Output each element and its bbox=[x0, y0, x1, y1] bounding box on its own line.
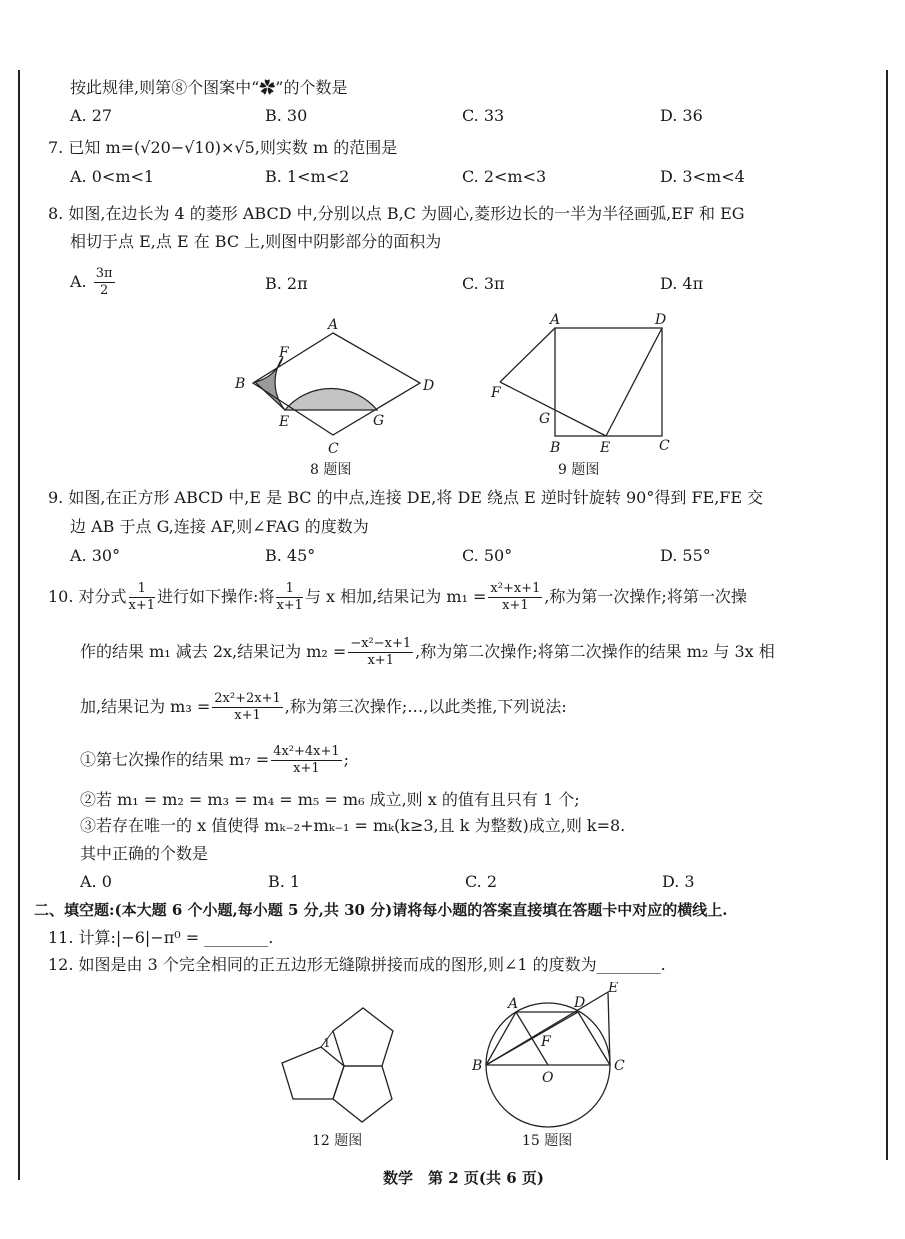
fig9-label-a: A bbox=[550, 312, 561, 328]
q10-frac-5-num: 2x²+2x+1 bbox=[214, 691, 281, 706]
q10-line3 bbox=[80, 685, 567, 729]
fig8-label-a: A bbox=[328, 317, 339, 333]
fig15-label-c: C bbox=[614, 1058, 625, 1074]
q10-text-1c: 与 x 相加,结果记为 m₁ = bbox=[304, 587, 487, 606]
figure-12-pentagons bbox=[275, 995, 435, 1130]
fig9-label-b: B bbox=[550, 440, 561, 456]
q10-text-s1b: ; bbox=[343, 750, 350, 769]
q10-text-3b: ,称为第三次操作;…,以此类推,下列说法: bbox=[284, 697, 567, 716]
q10-frac-6 bbox=[271, 744, 341, 777]
fig9-label-c: C bbox=[659, 438, 670, 454]
fig12-caption: 12 题图 bbox=[312, 1133, 363, 1149]
fig9-label-f: F bbox=[491, 385, 501, 401]
q7-option-b: B. 1<m<2 bbox=[265, 167, 350, 186]
q8-line2: 相切于点 E,点 E 在 BC 上,则图中阴影部分的面积为 bbox=[70, 232, 442, 251]
q10-line2 bbox=[80, 630, 775, 674]
q8-line1: 8. 如图,在边长为 4 的菱形 ABCD 中,分别以点 B,C 为圆心,菱形边长的一半为半径画弧,EF 和 EG bbox=[48, 204, 745, 223]
fig9-caption: 9 题图 bbox=[558, 462, 600, 478]
section-2-heading: 二、填空题:(本大题 6 个小题,每小题 5 分,共 30 分)请将每小题的答案直接填在答题卡中对应的横线上. bbox=[34, 901, 728, 919]
q7-option-a: A. 0<m<1 bbox=[70, 167, 155, 186]
fig15-caption: 15 题图 bbox=[522, 1133, 573, 1149]
q10-frac-3-den: x+1 bbox=[502, 598, 529, 613]
figure-9-square bbox=[488, 310, 688, 460]
fig15-label-f: F bbox=[541, 1034, 551, 1050]
q10-frac-4 bbox=[348, 636, 413, 669]
fig8-caption: 8 题图 bbox=[310, 462, 352, 478]
q6-stem: 按此规律,则第⑧个图案中“✿”的个数是 bbox=[70, 78, 348, 97]
page-footer: 数学 第 2 页(共 6 页) bbox=[383, 1169, 544, 1187]
q8-option-a-num: 3π bbox=[95, 266, 113, 281]
q10-text-1a: 10. 对分式 bbox=[48, 587, 127, 606]
fig15-label-e: E bbox=[608, 982, 619, 996]
q8-option-b: B. 2π bbox=[265, 274, 308, 293]
fig9-label-e: E bbox=[600, 440, 611, 456]
q10-frac-4-num: −x²−x+1 bbox=[350, 636, 412, 651]
q8-option-c: C. 3π bbox=[462, 274, 505, 293]
q10-option-c: C. 2 bbox=[465, 872, 498, 891]
q10-frac-2-num: 1 bbox=[276, 581, 303, 598]
fig8-label-f: F bbox=[279, 345, 289, 361]
q10-statement-2: ②若 m₁ = m₂ = m₃ = m₄ = m₅ = m₆ 成立,则 x 的值有且只有 1 个; bbox=[80, 790, 580, 809]
q10-frac-5 bbox=[212, 691, 282, 724]
q9-line2: 边 AB 于点 G,连接 AF,则∠FAG 的度数为 bbox=[70, 517, 369, 536]
q10-frac-4-den: x+1 bbox=[367, 653, 394, 668]
q10-frac-1 bbox=[129, 581, 156, 614]
figure-15-circle bbox=[468, 982, 648, 1132]
q10-option-b: B. 1 bbox=[268, 872, 301, 891]
left-margin-line bbox=[18, 70, 20, 1180]
q8-option-a-den: 2 bbox=[100, 283, 109, 298]
fig12-angle-label: 1 bbox=[323, 1036, 331, 1050]
q10-line1 bbox=[48, 575, 747, 619]
q10-statement-1 bbox=[80, 738, 349, 782]
q9-line1: 9. 如图,在正方形 ABCD 中,E 是 BC 的中点,连接 DE,将 DE 绕点 E 逆时针旋转 90°得到 FE,FE 交 bbox=[48, 488, 764, 507]
fig9-label-d: D bbox=[655, 312, 667, 328]
fig8-label-d: D bbox=[423, 378, 435, 394]
fig8-label-c: C bbox=[328, 441, 339, 457]
q10-question: 其中正确的个数是 bbox=[80, 844, 209, 863]
q10-option-a: A. 0 bbox=[80, 872, 112, 891]
q7-option-d: D. 3<m<4 bbox=[660, 167, 745, 186]
fig8-label-b: B bbox=[235, 376, 246, 392]
q10-text-s1a: ①第七次操作的结果 m₇ = bbox=[80, 750, 270, 769]
q8-option-a bbox=[70, 262, 117, 302]
q9-option-d: D. 55° bbox=[660, 546, 711, 565]
fig8-label-e: E bbox=[279, 414, 290, 430]
q7-stem: 7. 已知 m=(√20−√10)×√5,则实数 m 的范围是 bbox=[48, 138, 398, 157]
q10-statement-3: ③若存在唯一的 x 值使得 mₖ₋₂+mₖ₋₁ = mₖ(k≥3,且 k 为整数)成立,则 k=8. bbox=[80, 816, 626, 835]
q8-option-d: D. 4π bbox=[660, 274, 704, 293]
q10-frac-5-den: x+1 bbox=[234, 708, 261, 723]
figure-8-rhombus bbox=[225, 315, 445, 465]
q12: 12. 如图是由 3 个完全相同的正五边形无缝隙拼接而成的图形,则∠1 的度数为________. bbox=[48, 955, 666, 974]
q10-text-2a: 作的结果 m₁ 减去 2x,结果记为 m₂ = bbox=[80, 642, 347, 661]
q10-text-1b: 进行如下操作:将 bbox=[157, 587, 275, 606]
fig15-label-o: O bbox=[542, 1070, 554, 1086]
right-margin-line bbox=[886, 70, 888, 1160]
q10-text-2b: ,称为第二次操作;将第二次操作的结果 m₂ 与 3x 相 bbox=[415, 642, 775, 661]
q9-option-b: B. 45° bbox=[265, 546, 316, 565]
q6-option-d: D. 36 bbox=[660, 106, 703, 125]
q10-frac-2 bbox=[276, 581, 303, 614]
q6-option-b: B. 30 bbox=[265, 106, 308, 125]
q10-text-1d: ,称为第一次操作;将第一次操 bbox=[544, 587, 747, 606]
q10-frac-2-den: x+1 bbox=[276, 598, 303, 613]
fig9-label-g: G bbox=[539, 411, 551, 427]
q8-option-a-prefix: A. bbox=[70, 272, 87, 291]
q10-text-3a: 加,结果记为 m₃ = bbox=[80, 697, 211, 716]
q10-frac-3 bbox=[488, 581, 542, 614]
q10-frac-3-num: x²+x+1 bbox=[490, 581, 541, 596]
q11: 11. 计算:|−6|−π⁰ = ________. bbox=[48, 928, 274, 947]
q9-option-a: A. 30° bbox=[70, 546, 121, 565]
q7-option-c: C. 2<m<3 bbox=[462, 167, 547, 186]
fig8-label-g: G bbox=[373, 413, 385, 429]
q10-frac-1-den: x+1 bbox=[128, 598, 156, 613]
q10-frac-1-num: 1 bbox=[129, 581, 156, 598]
q6-option-c: C. 33 bbox=[462, 106, 505, 125]
q10-frac-6-num: 4x²+4x+1 bbox=[273, 744, 340, 759]
q8-option-a-fraction bbox=[94, 266, 115, 299]
fig15-label-b: B bbox=[472, 1058, 483, 1074]
q6-option-a: A. 27 bbox=[70, 106, 113, 125]
q10-frac-6-den: x+1 bbox=[293, 761, 320, 776]
fig15-label-d: D bbox=[574, 995, 586, 1011]
q10-option-d: D. 3 bbox=[662, 872, 695, 891]
q9-option-c: C. 50° bbox=[462, 546, 513, 565]
fig15-label-a: A bbox=[508, 996, 519, 1012]
